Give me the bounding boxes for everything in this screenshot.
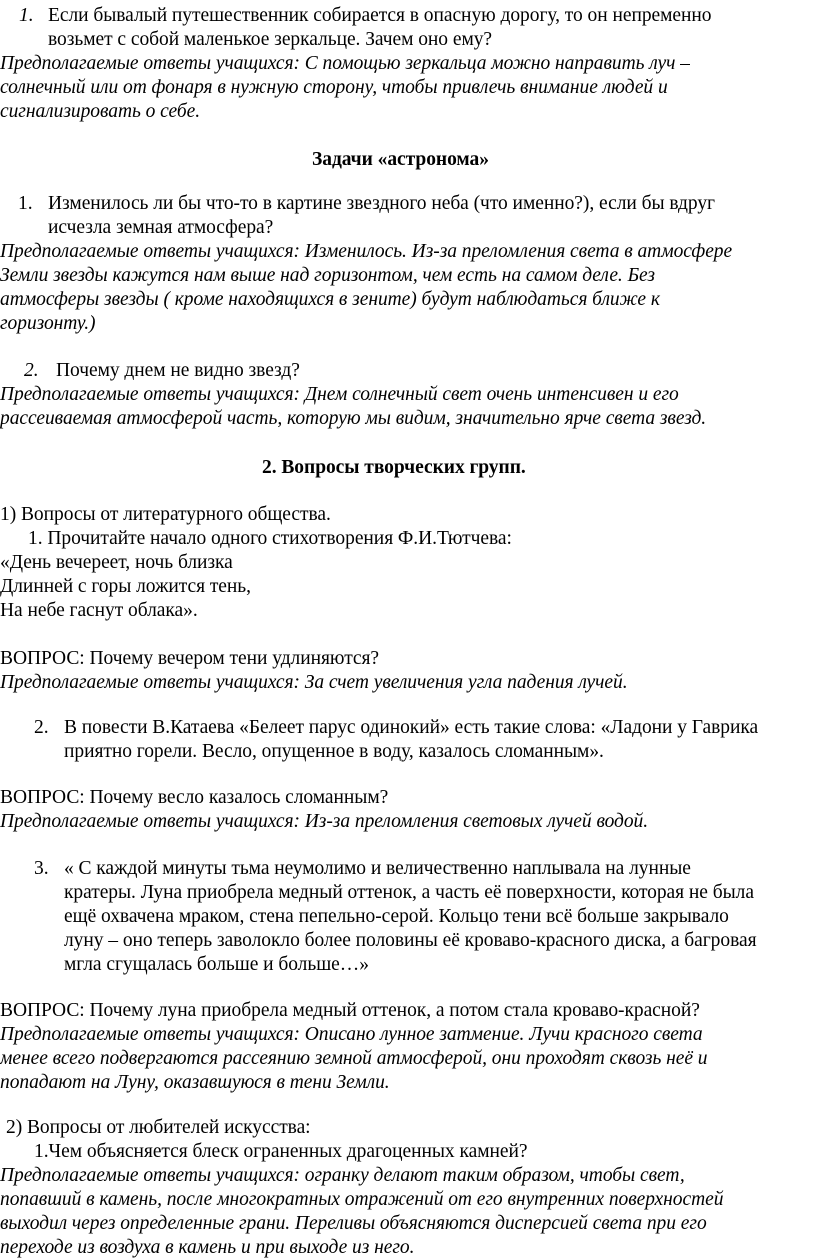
answer-text: Предполагаемые ответы учащихся: За счет увеличения угла падения лучей. [0,672,628,693]
answer-text: Предполагаемые ответы учащихся: С помощью зеркальца можно направить луч – [0,53,690,74]
question-text: 1.Чем объясняется блеск ограненных драгоценных камней? [34,1141,528,1162]
section-heading: Задачи «астронома» [312,149,489,170]
question-text: исчезла земная атмосфера? [48,217,274,238]
answer-text: горизонту.) [0,313,96,334]
answer-text: сигнализировать о себе. [0,101,201,122]
answer-text: Предполагаемые ответы учащихся: огранку делают таким образом, чтобы свет, [0,1165,685,1186]
question-text: приятно горели. Весло, опущенное в воду, казалось сломанным». [64,741,604,762]
answer-text: переходе из воздуха в камень и при выходе из него. [0,1237,415,1258]
list-number: 1. [19,5,34,26]
answer-text: выходил через определенные грани. Переливы объясняются дисперсией света при его [0,1213,707,1234]
answer-text: попавший в камень, после многократных отражений от его внутренних поверхностей [0,1189,724,1210]
question-label: ВОПРОС: Почему вечером тени удлиняются? [0,648,380,669]
answer-text: Предполагаемые ответы учащихся: Изменилось. Из-за преломления света в атмосфере [0,241,733,262]
quote-text: « С каждой минуты тьма неумолимо и величественно наплывала на лунные [64,858,691,879]
quote-text: ещё охвачена мраком, стена пепельно-серой. Кольцо тени всё больше закрывало [64,906,729,927]
list-number: 3. [34,858,49,879]
list-number: 2. [34,717,49,738]
question-text: возьмет с собой маленькое зеркальце. Зачем оно ему? [48,29,493,50]
question-text: 1. Прочитайте начало одного стихотворения Ф.И.Тютчева: [28,528,512,549]
quote-text: кратеры. Луна приобрела медный оттенок, а часть её поверхности, которая не была [64,882,754,903]
question-text: В повести В.Катаева «Белеет парус одинокий» есть такие слова: «Ладони у Гаврика [64,717,759,738]
poem-line: Длинней с горы ложится тень, [0,576,251,597]
list-number: 1. [18,193,33,214]
quote-text: мгла сгущалась больше и больше…» [64,954,369,975]
poem-line: «День вечереет, ночь близка [0,552,233,573]
answer-text: рассеиваемая атмосферой часть, которую мы видим, значительно ярче света звезд. [0,408,707,429]
question-label: ВОПРОС: Почему луна приобрела медный оттенок, а потом стала кроваво-красной? [0,1000,700,1021]
answer-text: Предполагаемые ответы учащихся: Из-за преломления световых лучей водой. [0,811,649,832]
poem-line: На небе гаснут облака». [0,600,198,621]
answer-text: попадают на Луну, оказавшуюся в тени Земли. [0,1072,390,1093]
answer-text: солнечный или от фонаря в нужную сторону, чтобы привлечь внимание людей и [0,77,668,98]
answer-text: менее всего подвергаются рассеянию земной атмосферой, они проходят сквозь неё и [0,1048,708,1069]
subsection-title: 1) Вопросы от литературного общества. [0,504,331,525]
answer-text: Земли звезды кажутся нам выше над горизонтом, чем есть на самом деле. Без [0,265,655,286]
question-text: Если бывалый путешественник собирается в опасную дорогу, то он непременно [48,5,712,26]
question-label: ВОПРОС: Почему весло казалось сломанным? [0,787,389,808]
subsection-title: 2) Вопросы от любителей искусства: [6,1117,311,1138]
quote-text: луну – оно теперь заволокло более половины её кроваво-красного диска, а багровая [64,930,757,951]
question-text: Изменилось ли бы что-то в картине звездного неба (что именно?), если бы вдруг [48,193,715,214]
section-heading: 2. Вопросы творческих групп. [262,457,526,478]
answer-text: Предполагаемые ответы учащихся: Описано лунное затмение. Лучи красного света [0,1024,703,1045]
question-text: Почему днем не видно звезд? [56,360,300,381]
answer-text: атмосферы звезды ( кроме находящихся в зените) будут наблюдаться ближе к [0,289,660,310]
answer-text: Предполагаемые ответы учащихся: Днем солнечный свет очень интенсивен и его [0,384,679,405]
list-number: 2. [24,360,39,381]
